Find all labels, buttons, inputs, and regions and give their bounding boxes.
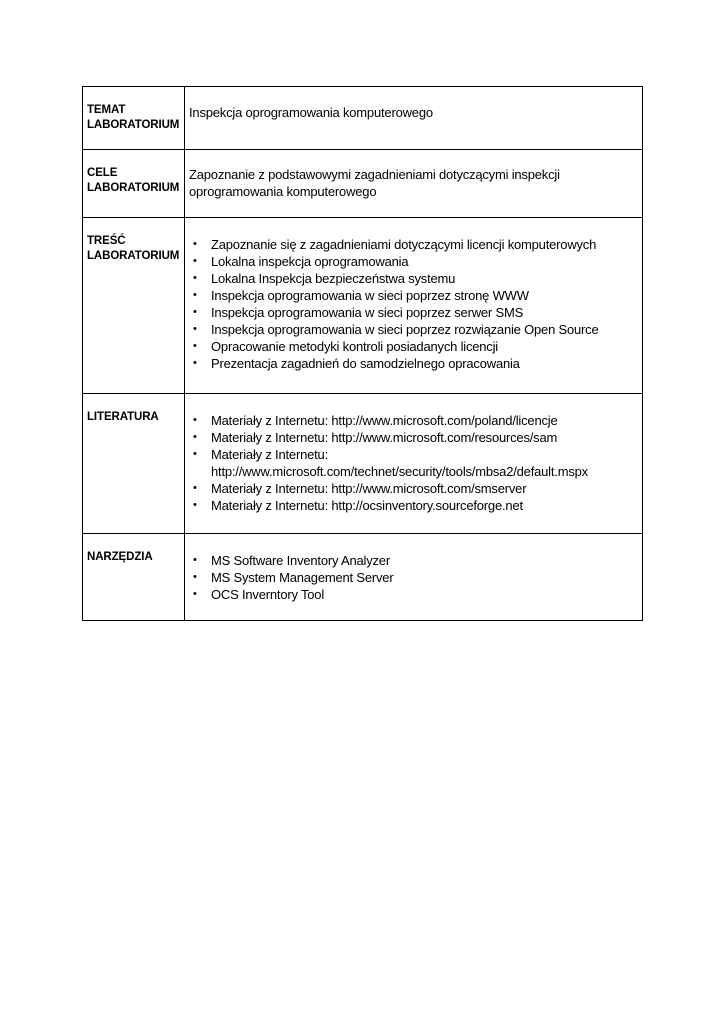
- topic-text: Inspekcja oprogramowania komputerowego: [189, 105, 433, 120]
- literature-list: [189, 412, 636, 514]
- content-list: [189, 236, 636, 372]
- bullet-icon: •: [193, 554, 197, 566]
- list-item: • Materiały z Internetu: http://www.microsoft.com/smserver: [193, 481, 527, 496]
- label-line: LABORATORIUM: [87, 182, 180, 194]
- bullet-icon: •: [193, 272, 197, 284]
- label-cell-tools: [83, 534, 185, 621]
- tools-list: [189, 552, 636, 603]
- content-cell-topic: [185, 87, 643, 150]
- bullet-icon: •: [193, 323, 197, 335]
- label-cell-topic: [83, 87, 185, 150]
- list-item: • Materiały z Internetu: http://www.microsoft.com/resources/sam: [193, 430, 558, 445]
- label-line: NARZĘDZIA: [87, 551, 153, 563]
- list-item: • Inspekcja oprogramowania w sieci poprzez stronę WWW: [193, 288, 529, 303]
- goals-text: Zapoznanie z podstawowymi zagadnieniami dotyczącymi inspekcji oprogramowania komputerowego: [189, 167, 560, 199]
- bullet-icon: •: [193, 482, 197, 494]
- bullet-icon: •: [193, 306, 197, 318]
- bullet-icon: •: [193, 357, 197, 369]
- list-item: • MS Software Inventory Analyzer: [193, 553, 390, 568]
- table-row-content: [83, 218, 643, 394]
- label-line: TEMAT: [87, 104, 126, 116]
- list-item: • Zapoznanie się z zagadnieniami dotyczącymi licencji komputerowych: [193, 237, 597, 252]
- bullet-icon: •: [193, 431, 197, 443]
- bullet-icon: •: [193, 588, 197, 600]
- list-item: • Lokalna inspekcja oprogramowania: [193, 254, 409, 269]
- label-line: LABORATORIUM: [87, 250, 180, 262]
- table-row-literature: [83, 394, 643, 534]
- list-item: • Prezentacja zagadnień do samodzielnego opracowania: [193, 356, 520, 371]
- list-item: • Materiały z Internetu: http://www.microsoft.com/poland/licencje: [193, 413, 558, 428]
- list-item: • Inspekcja oprogramowania w sieci poprzez serwer SMS: [193, 305, 524, 320]
- content-cell-tools: [185, 534, 643, 621]
- table-row-topic: [83, 87, 643, 150]
- list-item: • Materiały z Internetu: http://www.microsoft.com/technet/security/tools/mbsa2/default.mspx: [193, 447, 588, 479]
- bullet-icon: •: [193, 238, 197, 250]
- list-item: • Materiały z Internetu: http://ocsinventory.sourceforge.net: [193, 498, 523, 513]
- content-cell-literature: [185, 394, 643, 534]
- content-cell-goals: [185, 150, 643, 218]
- bullet-icon: •: [193, 448, 197, 460]
- list-item: • OCS Inverntory Tool: [193, 587, 325, 602]
- bullet-icon: •: [193, 571, 197, 583]
- label-cell-content: [83, 218, 185, 394]
- bullet-icon: •: [193, 255, 197, 267]
- table-row-goals: [83, 150, 643, 218]
- label-line: LITERATURA: [87, 411, 159, 423]
- bullet-icon: •: [193, 289, 197, 301]
- list-item: • Opracowanie metodyki kontroli posiadanych licencji: [193, 339, 498, 354]
- bullet-icon: •: [193, 340, 197, 352]
- label-line: CELE: [87, 167, 118, 179]
- label-line: TREŚĆ: [87, 235, 126, 247]
- list-item: • Inspekcja oprogramowania w sieci poprzez rozwiązanie Open Source: [193, 322, 599, 337]
- label-cell-literature: [83, 394, 185, 534]
- bullet-icon: •: [193, 499, 197, 511]
- list-item: • Lokalna Inspekcja bezpieczeństwa systemu: [193, 271, 456, 286]
- content-cell-content: [185, 218, 643, 394]
- list-item: • MS System Management Server: [193, 570, 394, 585]
- bullet-icon: •: [193, 414, 197, 426]
- label-cell-goals: [83, 150, 185, 218]
- label-line: LABORATORIUM: [87, 119, 180, 131]
- table-row-tools: [83, 534, 643, 621]
- lab-syllabus-table: [82, 86, 643, 621]
